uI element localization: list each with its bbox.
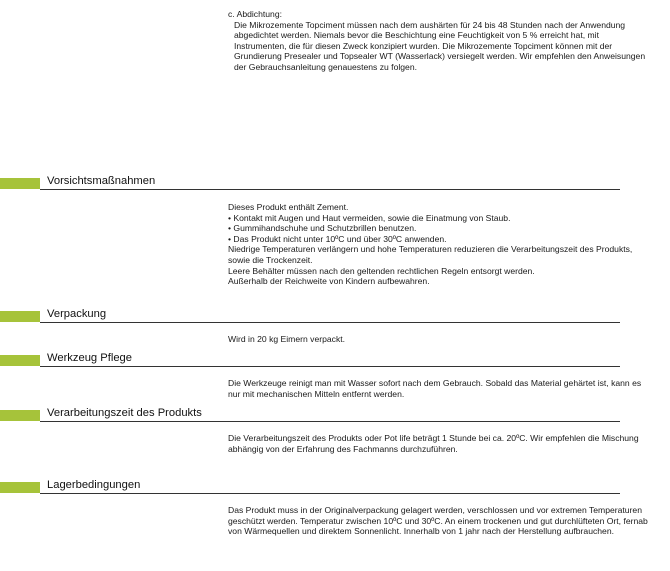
intro-block [228, 9, 648, 73]
section-body-verarbeitungszeit [228, 433, 648, 454]
section-title: Verpackung [47, 308, 107, 320]
section-accent-bar [0, 311, 40, 322]
body-line: Leere Behälter müssen nach den geltenden rechtlichen Regeln entsorgt werden. [228, 265, 535, 276]
body-line: Außerhalb der Reichweite von Kindern aufbewahren. [228, 276, 430, 287]
section-header-verpackung [0, 306, 620, 324]
body-line: Die Verarbeitungszeit des Produkts oder Pot life beträgt 1 Stunde bei ca. 20ºC. Wir empfehlen die Mischung abhängig von der Erfahrung des Fachmanns durchzuführen. [228, 433, 639, 454]
section-title: Verarbeitungszeit des Produkts [47, 407, 202, 419]
section-body-vorsichtsmassnahmen [228, 202, 648, 287]
section-body-werkzeug-pflege [228, 378, 648, 399]
section-divider [40, 322, 620, 323]
section-body-verpackung [228, 334, 648, 345]
section-body-lagerbedingungen [228, 505, 648, 537]
section-divider [40, 421, 620, 422]
section-title: Werkzeug Pflege [47, 352, 132, 364]
body-line: • Kontakt mit Augen und Haut vermeiden, sowie die Einatmung von Staub. [228, 212, 511, 223]
body-line: Dieses Produkt enthält Zement. [228, 202, 349, 212]
body-line: • Gummihandschuhe und Schutzbrillen benutzen. [228, 223, 417, 234]
section-divider [40, 493, 620, 494]
body-line: Wird in 20 kg Eimern verpackt. [228, 334, 346, 344]
section-divider [40, 366, 620, 367]
section-accent-bar [0, 178, 40, 189]
section-accent-bar [0, 410, 40, 421]
body-line: Das Produkt muss in der Originalverpackung gelagert werden, verschlossen und vor extremen Temperaturen geschützt werden. Temperatur zwischen 10ºC und 30ºC. An einem trockenen und gut durchlüfteten Ort, fernab von Wärmequellen und direktem Sonnenlicht. Innerhalb von 1 jahr nach der Herstellung aufbrauchen. [228, 505, 648, 537]
section-title: Vorsichtsmaßnahmen [47, 175, 156, 187]
intro-heading: c. Abdichtung: [228, 9, 282, 19]
section-header-vorsichtsmassnahmen [0, 173, 620, 191]
section-accent-bar [0, 355, 40, 366]
section-divider [40, 189, 620, 190]
section-accent-bar [0, 482, 40, 493]
section-title: Lagerbedingungen [47, 479, 141, 491]
intro-text: Die Mikrozemente Topciment müssen nach dem aushärten für 24 bis 48 Stunden nach der Anwendung abgedichtet werden. Niemals bevor die Beschichtung eine Feuchtigkeit von 5 % erreicht hat, mit Instrumenten, die für diesen Zweck konzipiert wurden. Die Mikrozemente Topciment können mit der Grundierung Presealer und Topsealer WT (Wasserlack) versiegelt werden. Wir empfehlen den Anweisungen der Gebrauchsanleitung genauestens zu folgen. [234, 19, 646, 72]
section-header-verarbeitungszeit [0, 405, 620, 423]
section-header-lagerbedingungen [0, 477, 620, 495]
body-line: Die Werkzeuge reinigt man mit Wasser sofort nach dem Gebrauch. Sobald das Material gehärtet ist, kann es nur mit mechanischen Mitteln entfernt werden. [228, 378, 642, 399]
body-line: Niedrige Temperaturen verlängern und hohe Temperaturen reduzieren die Verarbeitungszeit des Produkts, sowie die Trockenzeit. [228, 244, 633, 265]
section-header-werkzeug-pflege [0, 350, 620, 368]
body-line: • Das Produkt nicht unter 10ºC und über 30ºC anwenden. [228, 233, 447, 244]
